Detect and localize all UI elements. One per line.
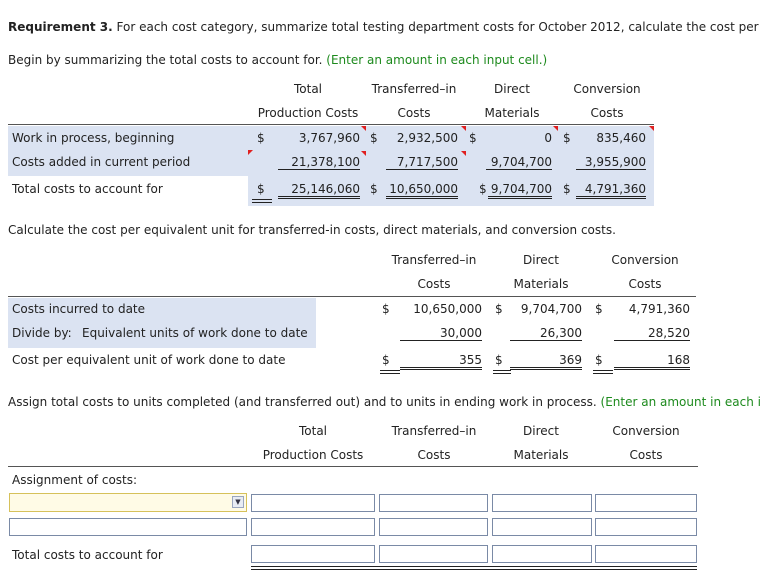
cpeu-row-label: Divide by: — [12, 326, 72, 340]
header-total-top: Total — [293, 82, 323, 96]
error-marker-icon — [461, 126, 466, 131]
summary-underline — [252, 202, 272, 203]
assign-header-conversion-b: Costs — [629, 448, 663, 462]
error-marker-icon — [461, 151, 466, 156]
summary-transferred-cell[interactable]: 7,717,500 — [386, 155, 458, 170]
assign-instruction — [8, 395, 761, 409]
error-marker-icon — [248, 150, 253, 155]
cpeu-underline — [493, 373, 511, 374]
assign-conversion-input-2[interactable] — [595, 518, 697, 536]
cpeu-header-transferred-b: Costs — [417, 277, 451, 291]
cpeu-underline — [593, 370, 613, 371]
assign-header-total-b: Production Costs — [262, 448, 364, 462]
cpeu-direct-cell: 9,704,700 — [520, 302, 582, 316]
assign-text: Assign total costs to units completed (and transferred out) and to units in ending work in process. — [8, 395, 597, 409]
cpeu-conversion-cell: 28,520 — [614, 326, 690, 341]
assignment-label: Assignment of costs: — [12, 473, 138, 487]
currency-sign: $ — [563, 131, 571, 145]
cpeu-header-transferred: Transferred–in — [391, 253, 477, 267]
currency-sign: $ — [469, 131, 477, 145]
summary-total-cell: 25,146,060 — [278, 182, 360, 199]
assign-total-label: Total costs to account for — [12, 548, 163, 562]
cpeu-header-rule — [8, 296, 696, 297]
summary-row-label: Total costs to account for — [12, 182, 163, 196]
assign-direct-input-3[interactable] — [492, 545, 592, 563]
begin-text: Begin by summarizing the total costs to account for. — [8, 53, 323, 67]
summary-header-transferred: Transferred–in — [371, 82, 457, 96]
currency-sign: $ — [495, 302, 503, 316]
currency-sign: $ — [563, 182, 571, 196]
summary-conversion-cell: 4,791,360 — [576, 182, 646, 199]
currency-sign: $ — [370, 182, 378, 196]
assign-transferred-input-3[interactable] — [379, 545, 488, 563]
summary-row-label: Work in process, beginning — [12, 131, 175, 145]
cpeu-transferred-cell: 10,650,000 — [413, 302, 482, 316]
assign-conversion-input-3[interactable] — [595, 545, 697, 563]
assign-total-underline — [251, 569, 697, 570]
summary-direct-cell[interactable]: 0 — [544, 131, 552, 145]
begin-hint: (Enter an amount in each input cell.) — [326, 53, 548, 67]
currency-sign: $ — [370, 131, 378, 145]
assign-total-input-2[interactable] — [251, 518, 375, 536]
cpeu-header-conversion-b: Costs — [628, 277, 662, 291]
currency-sign: $ — [495, 353, 503, 367]
requirement-text — [8, 20, 759, 34]
summary-conversion-cell[interactable]: 3,955,900 — [576, 155, 646, 170]
assign-header-total: Total — [298, 424, 328, 438]
summary-transferred-cell: 10,650,000 — [386, 182, 458, 199]
cpeu-row-sublabel: Equivalent units of work done to date — [82, 326, 308, 340]
assign-hint: (Enter an amount in each i — [600, 395, 761, 409]
cpeu-header-direct-b: Materials — [513, 277, 569, 291]
cpeu-header-conversion: Conversion — [611, 253, 679, 267]
summary-transferred-cell[interactable]: 2,932,500 — [396, 131, 458, 145]
cpeu-header-direct: Direct — [523, 253, 559, 267]
cpeu-conversion-cell: 4,791,360 — [628, 302, 690, 316]
assign-header-transferred: Transferred–in — [391, 424, 477, 438]
error-marker-icon — [361, 126, 366, 131]
assign-total-underline — [251, 566, 697, 567]
summary-header-direct: Direct — [494, 82, 530, 96]
cpeu-direct-cell: 26,300 — [510, 326, 582, 341]
assign-total-input-1[interactable] — [251, 494, 375, 512]
currency-sign: $ — [595, 353, 603, 367]
assign-header-direct-b: Materials — [513, 448, 569, 462]
assign-direct-input-1[interactable] — [492, 494, 592, 512]
cpeu-underline — [380, 370, 400, 371]
assign-header-transferred-b: Costs — [417, 448, 451, 462]
assign-header-rule — [8, 466, 698, 467]
cpeu-conversion-cell: 168 — [614, 353, 690, 370]
summary-header-total — [262, 82, 354, 96]
assign-transferred-input-2[interactable] — [379, 518, 488, 536]
assign-conversion-input-1[interactable] — [595, 494, 697, 512]
currency-sign: $ — [382, 302, 390, 316]
assignment-label-input-2[interactable] — [9, 518, 247, 536]
cpeu-row-label: Costs incurred to date — [12, 302, 146, 316]
assign-transferred-input-1[interactable] — [379, 494, 488, 512]
cpeu-underline — [493, 370, 511, 371]
begin-instruction — [8, 53, 547, 67]
error-marker-icon — [361, 151, 366, 156]
cpeu-transferred-cell: 355 — [400, 353, 482, 370]
summary-header-conversion: Conversion — [573, 82, 641, 96]
currency-sign: $ — [382, 353, 390, 367]
assign-direct-input-2[interactable] — [492, 518, 592, 536]
chevron-down-icon[interactable]: ▼ — [232, 496, 244, 508]
assignment-select-1[interactable] — [9, 493, 247, 512]
summary-header-transferred-b: Costs — [397, 106, 431, 120]
currency-sign: $ — [479, 182, 487, 196]
assign-header-direct: Direct — [523, 424, 559, 438]
summary-header-direct-b: Materials — [484, 106, 540, 120]
summary-direct-cell[interactable]: 9,704,700 — [486, 155, 552, 170]
summary-header-rule — [8, 124, 654, 125]
currency-sign: $ — [257, 182, 265, 196]
summary-header-conversion-b: Costs — [590, 106, 624, 120]
cpeu-row-label: Cost per equivalent unit of work done to date — [12, 353, 286, 367]
summary-header-total-b — [252, 106, 364, 120]
summary-row-label: Costs added in current period — [12, 155, 191, 169]
requirement-label: Requirement 3. — [8, 20, 113, 34]
cpeu-transferred-cell: 30,000 — [400, 326, 482, 341]
cpeu-instruction: Calculate the cost per equivalent unit for transferred-in costs, direct materials, and conversion costs. — [8, 223, 616, 237]
header-total-bottom: Production Costs — [257, 106, 359, 120]
summary-direct-cell: 9,704,700 — [488, 182, 552, 199]
error-marker-icon — [553, 126, 558, 131]
summary-total-cell[interactable]: 21,378,100 — [278, 155, 360, 170]
cpeu-underline — [380, 373, 400, 374]
error-marker-icon — [649, 126, 654, 131]
summary-total-cell[interactable]: 3,767,960 — [298, 131, 360, 145]
summary-conversion-cell[interactable]: 835,460 — [596, 131, 646, 145]
currency-sign: $ — [257, 131, 265, 145]
assign-header-conversion: Conversion — [612, 424, 680, 438]
currency-sign: $ — [595, 302, 603, 316]
cpeu-direct-cell: 369 — [510, 353, 582, 370]
cpeu-underline — [593, 373, 613, 374]
summary-underline — [252, 199, 272, 200]
requirement-description: For each cost category, summarize total testing department costs for October 2012, calculate the cost per — [112, 20, 759, 34]
assign-total-input-3[interactable] — [251, 545, 375, 563]
